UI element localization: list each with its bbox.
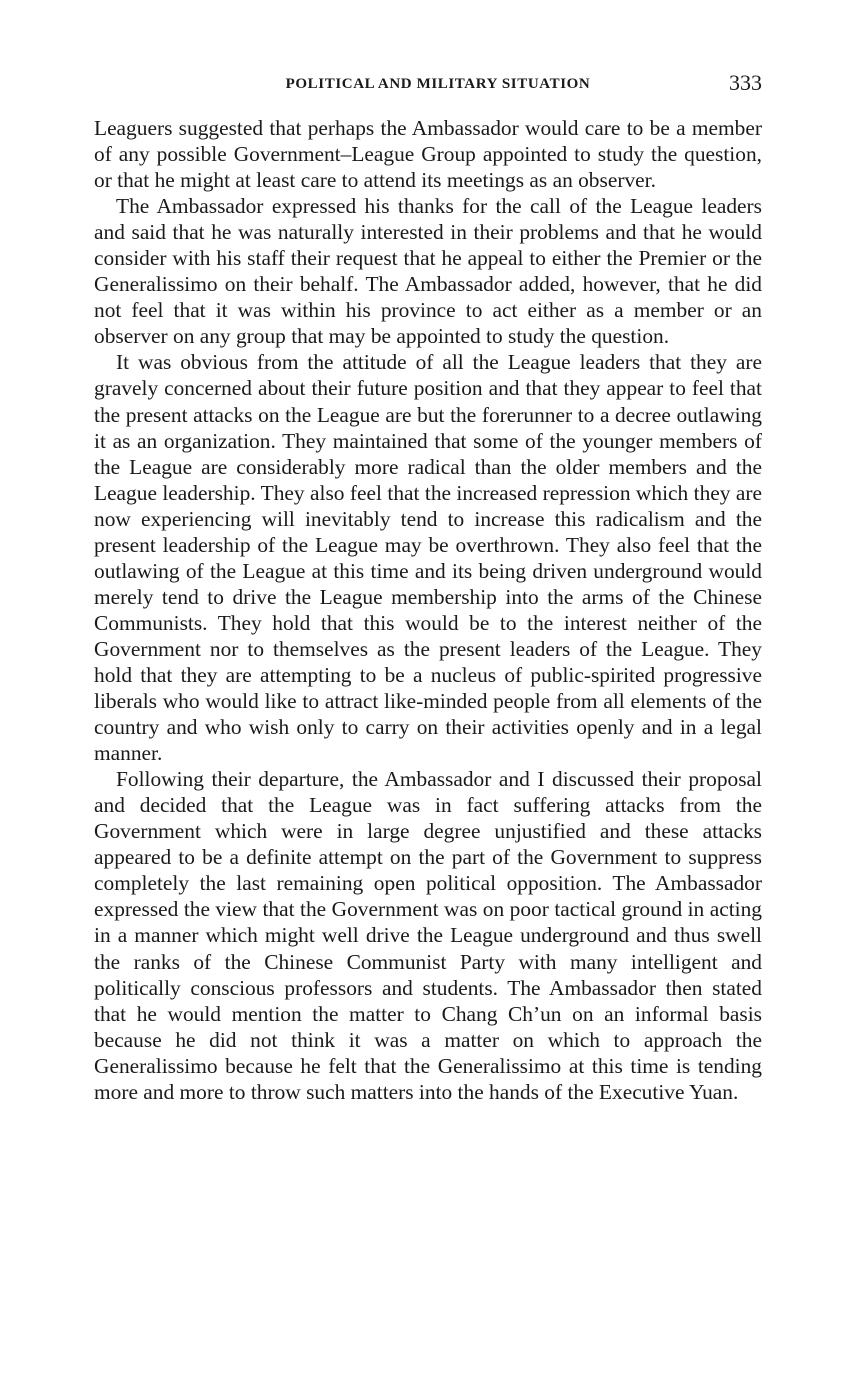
running-head [94, 70, 762, 100]
paragraph: It was obvious from the attitude of all the League leaders that they are gravely concerned about their future position and that they appear to feel that the present attacks on the League are but the forerunner to a decree outlawing it as an organization. They maintained that some of the younger members of the League are considerably more radical than the older members and the League leadership. They also feel that the increased repression which they are now experiencing will inevitably tend to increase this radicalism and the present leadership of the League may be overthrown. They also feel that the outlawing of the League at this time and its being driven underground would merely tend to drive the League membership into the arms of the Chinese Communists. They hold that this would be to the interest neither of the Government nor to themselves as the present leaders of the League. They hold that they are attempting to be a nucleus of public-spirited progressive liberals who would like to attract like-minded people from all elements of the country and who wish only to carry on their activities openly and in a legal manner. [94, 350, 762, 766]
body-text [94, 115, 762, 1105]
running-title: POLITICAL AND MILITARY SITUATION [285, 76, 591, 92]
paragraph: Following their departure, the Ambassador and I discussed their proposal and decided that the League was in fact suffering attacks from the Government which were in large degree unjustified and these attacks appeared to be a definite attempt on the part of the Government to suppress completely the last remaining open political opposition. The Ambassador expressed the view that the Government was on poor tactical ground in acting in a manner which might well drive the League underground and thus swell the ranks of the Chinese Communist Party with many intelligent and politically conscious professors and students. The Ambassador then stated that he would mention the matter to Chang Ch’un on an informal basis because he did not think it was a matter on which to approach the Generalissimo because he felt that the Generalissimo at this time is tending more and more to throw such matters into the hands of the Executive Yuan. [94, 767, 762, 1104]
paragraph-continued: Leaguers suggested that perhaps the Ambassador would care to be a member of any possible Government–League Group appointed to study the question, or that he might at least care to attend its meetings as an observer. [94, 116, 762, 193]
page-number: 333 [729, 70, 762, 95]
paragraph: The Ambassador expressed his thanks for the call of the League leaders and said that he was naturally interested in their problems and that he would consider with his staff their request that he appeal to either the Premier or the Generalissimo on their behalf. The Ambassador added, however, that he did not feel that it was within his province to act either as a member or an observer on any group that may be appointed to study the question. [94, 194, 762, 349]
